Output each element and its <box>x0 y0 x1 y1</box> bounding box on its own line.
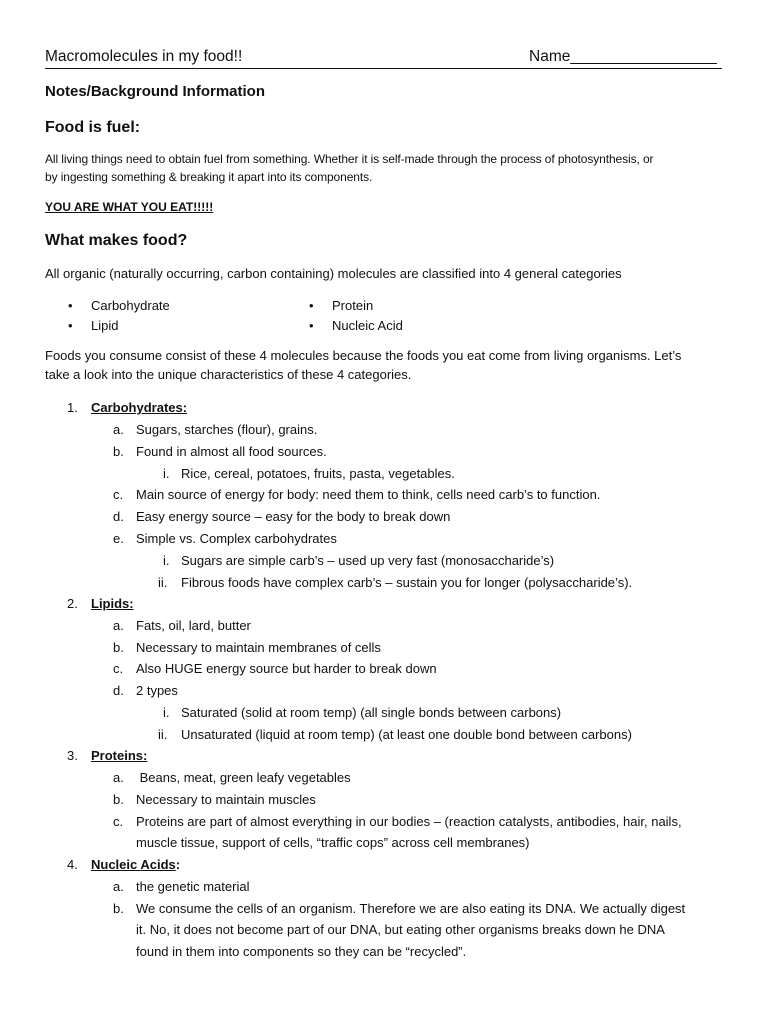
list-item-continued: found in them into components so they can be “recycled”. <box>136 944 467 959</box>
notes-heading: Notes/Background Information <box>45 83 266 100</box>
list-marker: c. <box>113 814 124 829</box>
name-field-label: Name_________________ <box>529 48 717 65</box>
food-is-fuel-heading: Food is fuel: <box>45 119 141 136</box>
list-marker: b. <box>113 901 124 916</box>
bullet-symbol: • <box>68 298 73 313</box>
list-item: Found in almost all food sources. <box>136 444 327 459</box>
list-marker: i. <box>163 466 170 481</box>
foods-paragraph-line1: Foods you consume consist of these 4 molecules because the foods you eat come from living organisms. Let’s <box>45 348 682 363</box>
page-title: Macromolecules in my food!! <box>45 48 243 65</box>
list-marker: d. <box>113 683 124 698</box>
list-marker: d. <box>113 509 124 524</box>
list-number: 3. <box>67 748 78 763</box>
list-marker: a. <box>113 618 124 633</box>
list-marker: i. <box>163 553 170 568</box>
list-marker: a. <box>113 770 124 785</box>
list-item-continued: muscle tissue, support of cells, “traffic cops” across cell membranes) <box>136 835 530 850</box>
bullet-symbol: • <box>309 318 314 333</box>
bullet-carbohydrate: Carbohydrate <box>91 298 170 313</box>
list-number: 1. <box>67 400 78 415</box>
list-marker: b. <box>113 640 124 655</box>
list-item: Fats, oil, lard, butter <box>136 618 251 633</box>
intro-paragraph: All organic (naturally occurring, carbon containing) molecules are classified into 4 general categories <box>45 266 622 281</box>
list-item: We consume the cells of an organism. Therefore we are also eating its DNA. We actually digest <box>136 901 686 916</box>
list-marker: i. <box>163 705 170 720</box>
list-marker: ii. <box>158 575 168 590</box>
list-marker: a. <box>113 879 124 894</box>
list-number: 2. <box>67 596 78 611</box>
fuel-paragraph-line1: All living things need to obtain fuel from something. Whether it is self-made through the process of photosynthesis, or <box>45 152 654 166</box>
list-marker: b. <box>113 444 124 459</box>
heading-colon: : <box>175 857 181 872</box>
emphasis-text: YOU ARE WHAT YOU EAT!!!!! <box>45 200 214 214</box>
list-marker: c. <box>113 661 124 676</box>
list-item: Main source of energy for body: need them to think, cells need carb’s to function. <box>136 487 601 502</box>
list-item: Necessary to maintain membranes of cells <box>136 640 381 655</box>
bullet-symbol: • <box>68 318 73 333</box>
bullet-nucleic-acid: Nucleic Acid <box>332 318 403 333</box>
list-item: Proteins are part of almost everything in our bodies – (reaction catalysts, antibodies, hair, nails, <box>136 814 682 829</box>
list-item: Saturated (solid at room temp) (all single bonds between carbons) <box>181 705 562 720</box>
list-marker: ii. <box>158 727 168 742</box>
bullet-protein: Protein <box>332 298 374 313</box>
list-item: Simple vs. Complex carbohydrates <box>136 531 337 546</box>
fuel-paragraph-line2: by ingesting something & breaking it apart into its components. <box>45 170 373 184</box>
list-item-continued: it. No, it does not become part of our DNA, but eating other organisms breaks down he DNA <box>136 922 665 937</box>
lipids-heading: Lipids: <box>91 596 134 611</box>
list-item: Fibrous foods have complex carb’s – sustain you for longer (polysaccharide’s). <box>181 575 633 590</box>
list-item: the genetic material <box>136 879 250 894</box>
list-item: Sugars, starches (flour), grains. <box>136 422 318 437</box>
list-item: Necessary to maintain muscles <box>136 792 316 807</box>
list-item: Rice, cereal, potatoes, fruits, pasta, vegetables. <box>181 466 455 481</box>
bullet-symbol: • <box>309 298 314 313</box>
list-item: Also HUGE energy source but harder to break down <box>136 661 437 676</box>
bullet-lipid: Lipid <box>91 318 119 333</box>
nucleic-acids-heading: Nucleic Acids <box>91 857 176 872</box>
carbohydrates-heading: Carbohydrates: <box>91 400 188 415</box>
list-item: Beans, meat, green leafy vegetables <box>136 770 351 785</box>
nucleic-acids-heading-row <box>91 857 180 872</box>
list-marker: c. <box>113 487 124 502</box>
what-makes-food-heading: What makes food? <box>45 232 188 249</box>
proteins-heading: Proteins: <box>91 748 148 763</box>
list-number: 4. <box>67 857 78 872</box>
title-row <box>45 48 722 69</box>
list-item: Easy energy source – easy for the body to break down <box>136 509 451 524</box>
list-marker: b. <box>113 792 124 807</box>
list-item: 2 types <box>136 683 178 698</box>
list-item: Sugars are simple carb’s – used up very fast (monosaccharide’s) <box>181 553 555 568</box>
foods-paragraph-line2: take a look into the unique characteristics of these 4 categories. <box>45 367 412 382</box>
list-item: Unsaturated (liquid at room temp) (at least one double bond between carbons) <box>181 727 632 742</box>
list-marker: a. <box>113 422 124 437</box>
list-marker: e. <box>113 531 124 546</box>
